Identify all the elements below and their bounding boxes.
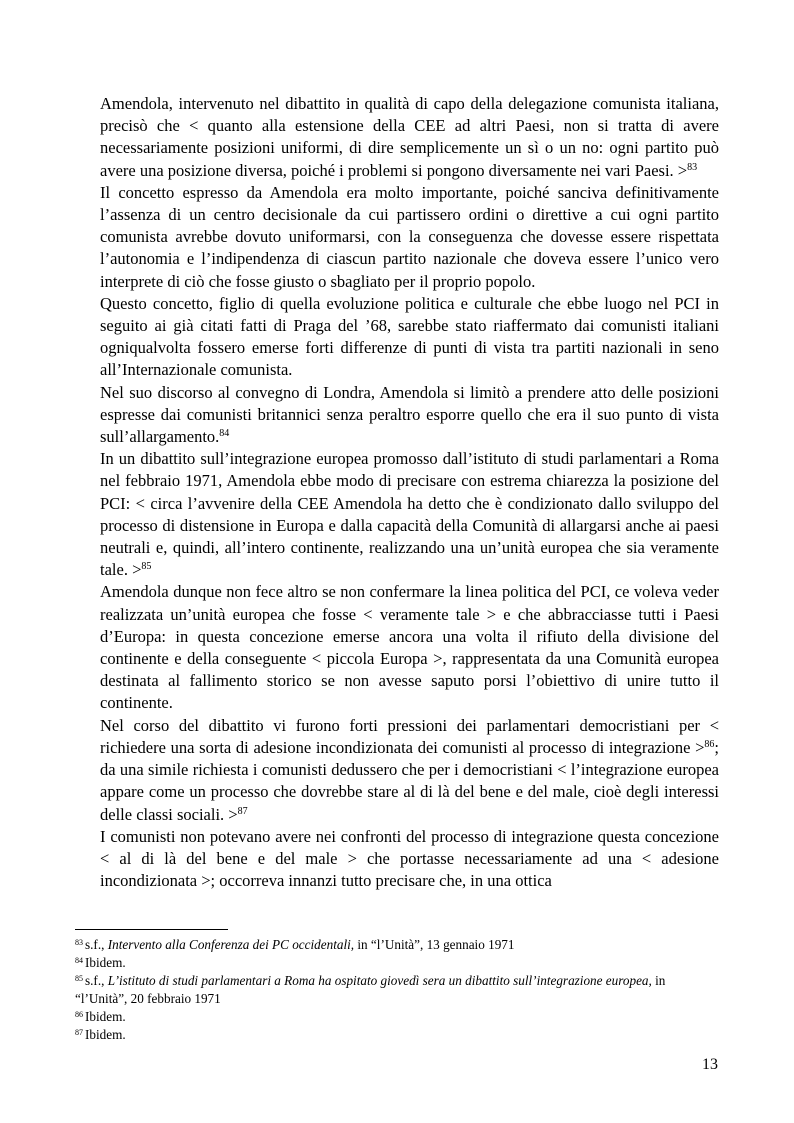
page-number: 13 [702, 1056, 718, 1073]
footnote-title: L’istituto di studi parlamentari a Roma ha ospitato giovedì sera un dibattito sull’integrazione europea, [107, 973, 652, 988]
footnote [75, 1026, 719, 1044]
paragraph-text: Amendola, intervenuto nel dibattito in qualità di capo della delegazione comunista italiana, precisò che < quanto alla estensione della CEE ad altri Paesi, non si tratta di avere necessariamente posizioni uniformi, di dire semplicemente un sì o un no: ogni partito può avere una posizione diversa, poiché i problemi si pongono diversamente nei vari Paesi. > [100, 94, 719, 180]
footnote-number: 84 [75, 956, 83, 965]
footnote-prefix: s.f., [85, 937, 108, 952]
footnotes [75, 936, 719, 1044]
paragraph [100, 715, 719, 826]
footnote-number: 87 [75, 1028, 83, 1037]
footnote-source: in “l’Unità”, 20 febbraio 1971 [75, 973, 666, 1006]
footnote [75, 972, 719, 1008]
footnote-ref[interactable]: 86 [704, 738, 715, 750]
paragraph-text: I comunisti non potevano avere nei confronti del processo di integrazione questa concezione < al di là del bene e del male > che portasse necessariamente ad una < adesione incondizionata >; occorreva innanzi tutto precisare che, in una ottica [100, 826, 719, 891]
footnote-number: 86 [75, 1010, 83, 1019]
paragraph [100, 826, 719, 893]
footnote-ref[interactable]: 83 [687, 161, 698, 173]
footnote-prefix: Ibidem. [85, 1027, 126, 1042]
footnote-ref[interactable]: 84 [219, 428, 230, 440]
footnote-number: 85 [75, 974, 83, 983]
footnote-prefix: Ibidem. [85, 955, 126, 970]
paragraph-text: Nel corso del dibattito vi furono forti pressioni dei parlamentari democristiani per < richiedere una sorta di adesione incondizionata dei comunisti al processo di integrazione > [100, 715, 719, 757]
paragraph-text: Nel suo discorso al convegno di Londra, Amendola si limitò a prendere atto delle posizioni espresse dai comunisti britannici senza peraltro esporre quello che era il suo punto di vista sull’allargamento. [100, 382, 719, 447]
footnote-prefix: Ibidem. [85, 1009, 126, 1024]
footnote-source: in “l’Unità”, 13 gennaio 1971 [354, 937, 515, 952]
paragraph-text: In un dibattito sull’integrazione europea promosso dall’istituto di studi parlamentari a Roma nel febbraio 1971, Amendola ebbe modo di precisare con estrema chiarezza la posizione del PCI: < circa l’avvenire della CEE Amendola ha detto che è condizionato dallo sviluppo del processo di distensione in Europa e dalla capacità della Comunità di allargarsi anche ai paesi neutrali e, quindi, all’intero continente, realizzando una un’unità europea che sia veramente tale. > [100, 449, 719, 580]
footnote-separator [75, 929, 228, 930]
footnote [75, 936, 719, 954]
footnote-number: 83 [75, 938, 83, 947]
paragraph-text: Il concetto espresso da Amendola era molto importante, poiché sanciva definitivamente l’assenza di un centro decisionale da cui partissero ordini o direttive a cui ogni partito comunista avrebbe dovuto uniformarsi, con la conseguenza che dovesse essere rispettata l’autonomia e l’indipendenza di ciascun partito nazionale che doveva essere l’unico vero interprete di ciò che fosse giusto o sbagliato per il proprio popolo. [100, 182, 719, 291]
paragraph [100, 581, 719, 714]
footnote [75, 954, 719, 972]
footnote-ref[interactable]: 87 [237, 805, 248, 817]
paragraph-text: Questo concetto, figlio di quella evoluzione politica e culturale che ebbe luogo nel PCI in seguito ai già citati fatti di Praga del ’68, sarebbe stato riaffermato dai comunisti italiani ogniqualvolta fossero emerse forti differenze di punti di vista tra partiti nazionali in seno all’Internazionale comunista. [100, 293, 719, 380]
paragraph [100, 448, 719, 581]
footnote-prefix: s.f., [85, 973, 108, 988]
footnote-title: Intervento alla Conferenza dei PC occidentali, [107, 937, 355, 952]
paragraph [100, 93, 719, 182]
footnote [75, 1008, 719, 1026]
footnote-ref[interactable]: 85 [141, 561, 152, 573]
body-text [100, 93, 719, 892]
paragraph [100, 293, 719, 382]
paragraph [100, 382, 719, 449]
paragraph-text: Amendola dunque non fece altro se non confermare la linea politica del PCI, ce voleva veder realizzata un’unità europea che fosse < veramente tale > e che abbracciasse tutti i Paesi d’Europa: in questa concezione emerse ancora una volta il rifiuto della divisione del continente e della conseguente < piccola Europa >, rappresentata da una Comunità europea destinata al fallimento storico se non avesse saputo porsi l’obiettivo di unire tutto il continente. [100, 582, 719, 713]
paragraph-text-continued: ; da una simile richiesta i comunisti dedussero che per i democristiani < l’integrazione europea appare come un processo che dovrebbe stare al di là del bene e del male, cioè degli interessi delle classi sociali. > [100, 737, 719, 824]
paragraph [100, 182, 719, 293]
